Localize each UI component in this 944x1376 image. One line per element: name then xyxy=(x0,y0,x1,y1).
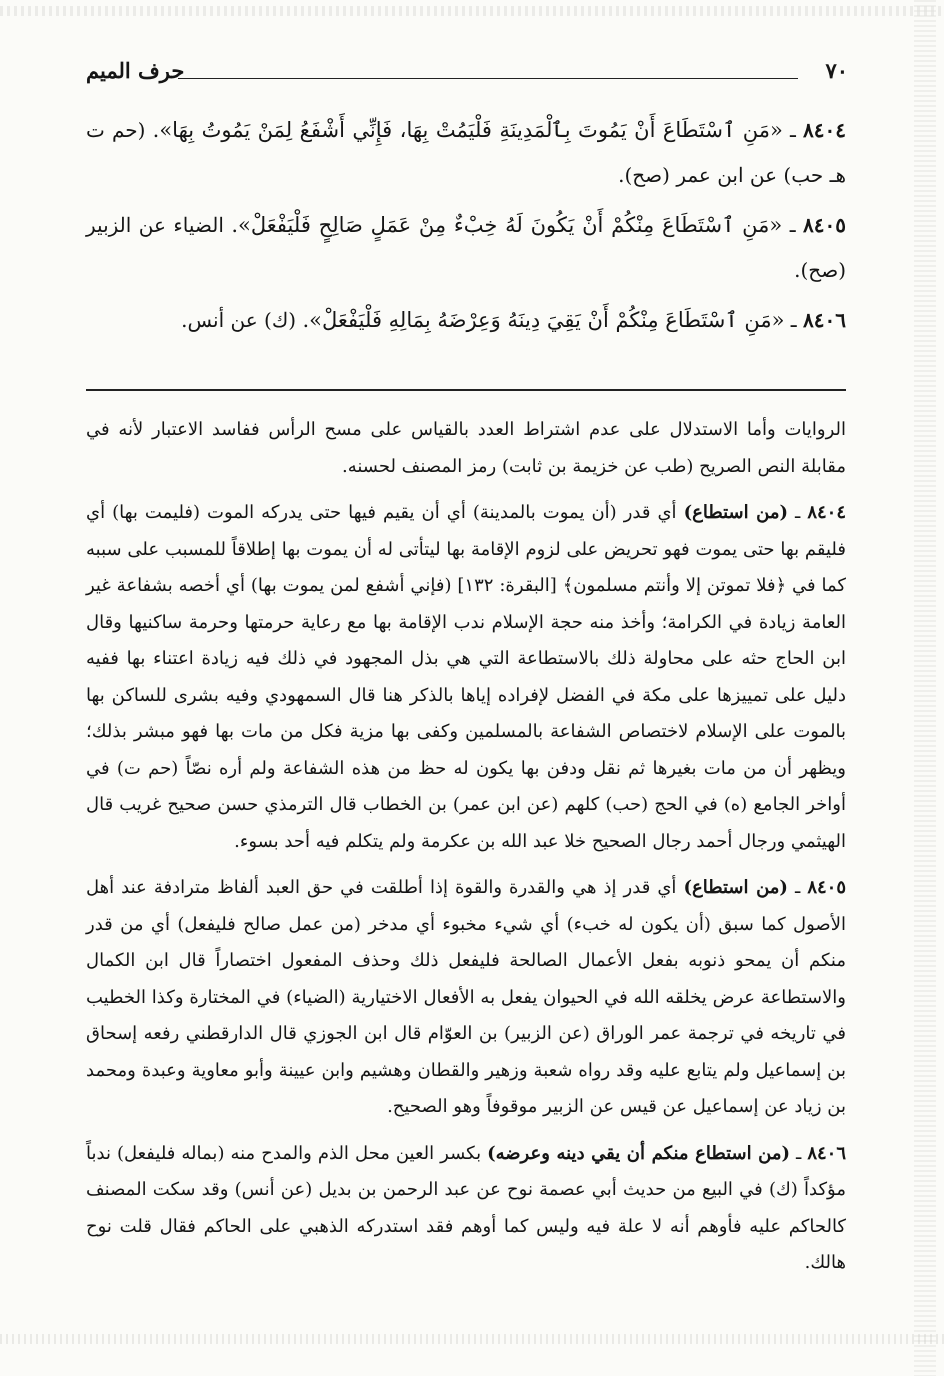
scan-artifact-right xyxy=(914,0,936,1376)
commentary-number: ٨٤٠٤ xyxy=(807,502,846,523)
hadith-text: «مَنِ ٱسْتَطَاعَ مِنْكُمْ أَنْ يَكُونَ لَهُ خِبْءٌ مِنْ عَمَلٍ صَالِحٍ فَلْيَفْعَلْ». xyxy=(231,213,783,237)
hadith-text: «مَنِ ٱسْتَطَاعَ أَنْ يَمُوتَ بِٱلْمَدِينَةِ فَلْيَمُتْ بِهَا، فَإِنِّي أَشْفَعُ لِمَنْ يَمُوتُ بِهَا». xyxy=(152,118,783,142)
commentary-text: أي قدر (أن يموت بالمدينة) أي أن يقيم فيها حتى يدركه الموت (فليمت بها) أي فليقم بها حتى يموت فهو تحريض على لزوم الإقامة بها ليتأتى له أن يموت بها إطلاقاً للمسبب على سببه كما في ﴿فلا تموتن إلا وأنتم مسلمون﴾ [البقرة: ١٣٢] (فإني أشفع لمن يموت بها) أي أخصه بشفاعة غير العامة زيادة في الكرامة؛ وأخذ منه حجة الإسلام ندب الإقامة بها مع رعاية حرمتها وحرمة ساكنيها وقال ابن الحاج حثه على محاولة ذلك بالاستطاعة التي هي بذل المجهود في ذلك فيه زيادة اعتناء بها ففيه دليل على تمييزها على مكة في الفضل لإفراده إياها بالذكر هنا قال السمهودي وفيه بشرى للساكن بها بالموت على الإسلام لاختصاص الشفاعة بالمسلمين وكفى بها مزية فكل من مات بها فهو مبشر بذلك؛ ويظهر أن من مات بغيرها ثم نقل ودفن بها يكون له حظ من هذه الشفاعة ولم أره نصّاً (حم ت) في أواخر الجامع (ه) في الحج (حب) كلهم (عن ابن عمر) بن الخطاب قال الترمذي حسن صحيح غريب قال الهيثمي ورجال أحمد رجال الصحيح خلا عبد الله بن عكرمة ولم يتكلم فيه أحد بسوء. xyxy=(86,502,847,852)
commentary-number: ٨٤٠٦ xyxy=(807,1142,847,1164)
commentary xyxy=(86,412,846,1292)
scan-artifact-bottom xyxy=(0,1334,944,1344)
hadith-number: ٨٤٠٤ xyxy=(803,118,847,142)
commentary-lead: (من استطاع منكم أن يقي دينه وعرضه) xyxy=(487,1142,791,1164)
commentary-8406: ٨٤٠٦ ـ (من استطاع منكم أن يقي دينه وعرضه) بكسر العين محل الذم والمدح منه (بماله فليفعل) ندباً مؤكداً (ك) في البيع من حديث أبي عصمة نوح عن عبد الرحمن بن بديل (عن أنس) وقد سكت المصنف كالحاكم عليه فأوهم أنه لا علة فيه وليس كما أوهم فقد استدركه الذهبي على الحاكم فقال قلت نوح هالك. xyxy=(86,1142,847,1273)
page-header xyxy=(86,54,848,90)
hadith-8404: ٨٤٠٤ ـ «مَنِ ٱسْتَطَاعَ أَنْ يَمُوتَ بِٱلْمَدِينَةِ فَلْيَمُتْ بِهَا، فَإِنِّي أَشْفَعُ لِمَنْ يَمُوتُ بِهَا». (حم ت هـ حب) عن ابن عمر (صح). xyxy=(86,118,847,187)
commentary-lead: (من استطاع) xyxy=(683,502,789,523)
scan-artifact-top xyxy=(0,6,944,16)
hadith-source: الضياء عن الزبير (صح). xyxy=(86,213,846,282)
commentary-number: ٨٤٠٥ xyxy=(807,877,846,898)
commentary-text: بكسر العين محل الذم والمدح منه (بماله فليفعل) ندباً مؤكداً (ك) في البيع من حديث أبي عصمة نوح عن عبد الرحمن بن بديل (عن أنس) وقد سكت المصنف كالحاكم عليه فأوهم أنه لا علة فيه وليس كما أوهم فقد استدركه الذهبي على الحاكم فقال قلت نوح هالك. xyxy=(86,1142,846,1273)
hadith-list xyxy=(86,108,846,348)
hadith-number: ٨٤٠٦ xyxy=(803,308,846,332)
commentary-lead: (من استطاع) xyxy=(683,877,788,898)
header-rule xyxy=(178,78,798,79)
footnote-divider xyxy=(86,389,846,391)
chapter-title: حرف الميم xyxy=(86,58,185,83)
page-number: ٧٠ xyxy=(825,58,848,83)
hadith-8405: ٨٤٠٥ ـ «مَنِ ٱسْتَطَاعَ مِنْكُمْ أَنْ يَكُونَ لَهُ خِبْءٌ مِنْ عَمَلٍ صَالِحٍ فَلْيَفْعَلْ». الضياء عن الزبير (صح). xyxy=(86,213,846,282)
hadith-number: ٨٤٠٥ xyxy=(803,213,846,237)
hadith-source: (حم ت هـ حب) عن ابن عمر (صح). xyxy=(86,118,846,187)
hadith-8406: ٨٤٠٦ ـ «مَنِ ٱسْتَطَاعَ مِنْكُمْ أَنْ يَقِيَ دِينَهُ وَعِرْضَهُ بِمَالِهِ فَلْيَفْعَلْ». (ك) عن أنس. xyxy=(181,308,846,332)
commentary-8404: ٨٤٠٤ ـ (من استطاع) أي قدر (أن يموت بالمدينة) أي أن يقيم فيها حتى يدركه الموت (فليمت بها) أي فليقم بها حتى يموت فهو تحريض على لزوم الإقامة بها ليتأتى له أن يموت بها إطلاقاً للمسبب على سببه كما في ﴿فلا تموتن إلا وأنتم مسلمون﴾ [البقرة: ١٣٢] (فإني أشفع لمن يموت بها) أي أخصه بشفاعة غير العامة زيادة في الكرامة؛ وأخذ منه حجة الإسلام ندب الإقامة بها مع رعاية حرمتها وحرمة ساكنيها وقال ابن الحاج حثه على محاولة ذلك بالاستطاعة التي هي بذل المجهود في ذلك فيه زيادة اعتناء بها ففيه دليل على تمييزها على مكة في الفضل لإفراده إياها بالذكر هنا قال السمهودي وفيه بشرى للساكن بها بالموت على الإسلام لاختصاص الشفاعة بالمسلمين وكفى بها مزية فكل من مات بها فهو مبشر بذلك؛ ويظهر أن من مات بغيرها ثم نقل ودفن بها يكون له حظ من هذه الشفاعة ولم أره نصّاً (حم ت) في أواخر الجامع (ه) في الحج (حب) كلهم (عن ابن عمر) بن الخطاب قال الترمذي حسن صحيح غريب قال الهيثمي ورجال أحمد رجال الصحيح خلا عبد الله بن عكرمة ولم يتكلم فيه أحد بسوء. xyxy=(86,502,847,852)
hadith-source: (ك) عن أنس. xyxy=(181,308,297,332)
commentary-8405: ٨٤٠٥ ـ (من استطاع) أي قدر إذ هي والقدرة والقوة إذا أطلقت في حق العبد ألفاظ مترادفة عند أهل الأصول كما سبق (أن يكون له خبء) أي شيء مخبوء أي مدخر (من عمل صالح فليفعل) أي من قدر منكم أن يمحو ذنوبه بفعل الأعمال الصالحة فليفعل ذلك وحذف المفعول اختصاراً قال ابن الكمال والاستطاعة عرض يخلقه الله في الحيوان يفعل به الأفعال الاختيارية (الضياء) في المختارة وكذا الخطيب في تاريخه في ترجمة عمر الوراق (عن الزبير) بن العوّام قال ابن الجوزي قال الدارقطني رفعه إسحاق بن إسماعيل ولم يتابع عليه وقد رواه شعبة وزهير والقطان وهشيم وابن عيينة وأبو معاوية وعبدة ومحمد بن زياد عن إسماعيل عن قيس عن الزبير موقوفاً وهو الصحيح. xyxy=(86,877,846,1117)
commentary-text: أي قدر إذ هي والقدرة والقوة إذا أطلقت في حق العبد ألفاظ مترادفة عند أهل الأصول كما سبق (أن يكون له خبء) أي شيء مخبوء أي مدخر (من عمل صالح فليفعل) أي من قدر منكم أن يمحو ذنوبه بفعل الأعمال الصالحة فليفعل ذلك وحذف المفعول اختصاراً قال ابن الكمال والاستطاعة عرض يخلقه الله في الحيوان يفعل به الأفعال الاختيارية (الضياء) في المختارة وكذا الخطيب في تاريخه في ترجمة عمر الوراق (عن الزبير) بن العوّام قال ابن الجوزي قال الدارقطني رفعه إسحاق بن إسماعيل ولم يتابع عليه وقد رواه شعبة وزهير والقطان وهشيم وابن عيينة وأبو معاوية وعبدة ومحمد بن زياد عن إسماعيل عن قيس عن الزبير موقوفاً وهو الصحيح. xyxy=(86,877,846,1117)
hadith-text: «مَنِ ٱسْتَطَاعَ مِنْكُمْ أَنْ يَقِيَ دِينَهُ وَعِرْضَهُ بِمَالِهِ فَلْيَفْعَلْ». xyxy=(302,308,785,332)
commentary-intro: الروايات وأما الاستدلال على عدم اشتراط العدد بالقياس على مسح الرأس ففاسد الاعتبار لأنه في مقابلة النص الصريح (طب عن خزيمة بن ثابت) رمز المصنف لحسنه. xyxy=(86,419,846,477)
